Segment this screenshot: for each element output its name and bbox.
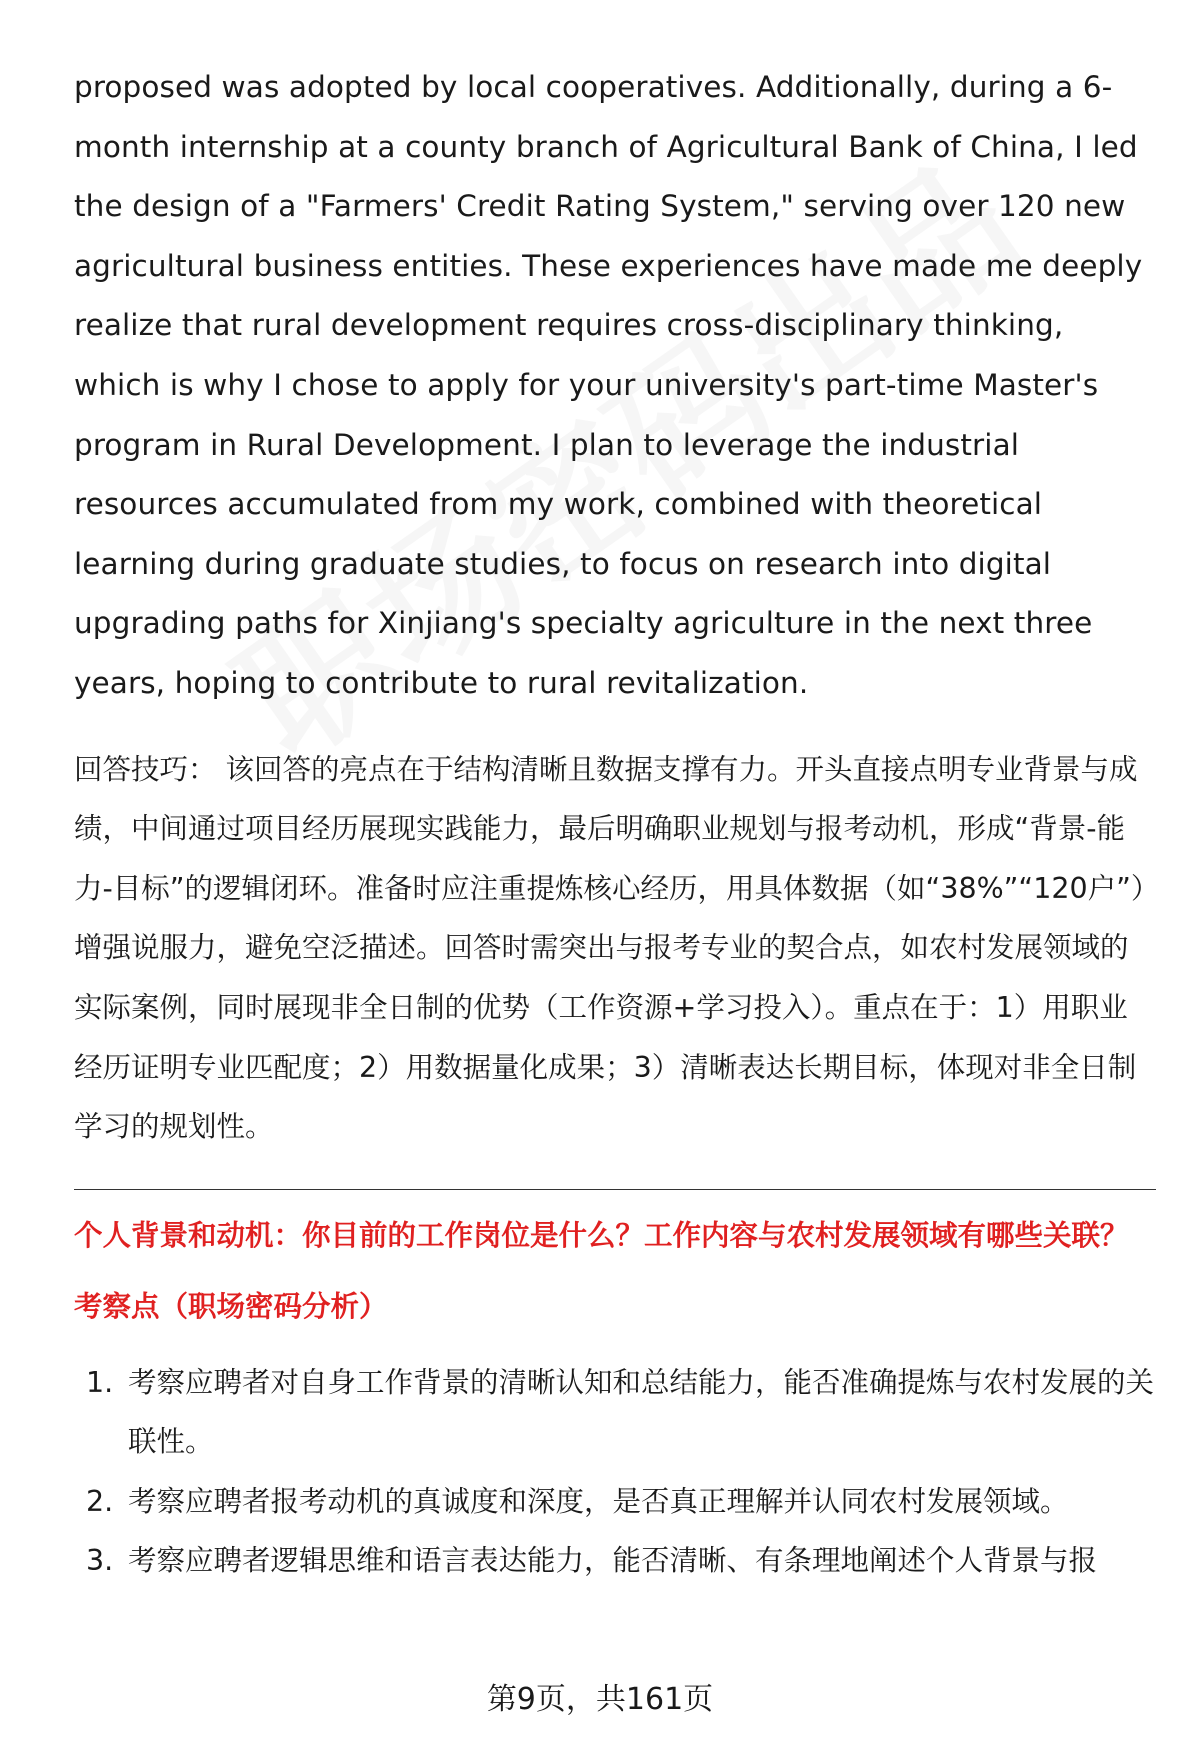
question-heading: 个人背景和动机：你目前的工作岗位是什么？工作内容与农村发展领域有哪些关联？ [74,1218,1129,1252]
assessment-points-heading: 考察点（职场密码分析） [74,1289,388,1323]
list-number: 2. [86,1484,114,1518]
assessment-points-list [74,1353,1156,1591]
document-page [74,58,1156,1591]
answer-tip: 回答技巧： 该回答的亮点在于结构清晰且数据支撑有力。开头直接点明专业背景与成绩，中间通过项目经历展现实践能力，最后明确职业规划与报考动机，形成“背景-能力-目标”的逻辑闭环。准备时应注重提炼核心经历，用具体数据（如“38%”“120户”）增强说服力，避免空泛描述。回答时需突出与报考专业的契合点，如农村发展领域的实际案例，同时展现非全日制的优势（工作资源+学习投入）。重点在于：1）用职业经历证明专业匹配度；2）用数据量化成果；3）清晰表达长期目标，体现对非全日制学习的规划性。 [74,752,1146,1144]
list-item [74,1531,1156,1591]
list-text: 考察应聘者逻辑思维和语言表达能力，能否清晰、有条理地阐述个人背景与报 [128,1544,1098,1578]
list-number: 3. [86,1544,114,1578]
list-item [74,1472,1156,1532]
list-item [74,1353,1156,1472]
list-number: 1. [86,1365,114,1399]
list-text: 考察应聘者报考动机的真诚度和深度，是否真正理解并认同农村发展领域。 [128,1484,1069,1518]
list-text: 考察应聘者对自身工作背景的清晰认知和总结能力，能否准确提炼与农村发展的关联性。 [128,1365,1155,1459]
answer-paragraph: proposed was adopted by local cooperatives. Additionally, during a 6-month internship at a county branch of Agricultural Bank of China, I led the design of a "Farmers' Credit Rating System," serving over 120 new agricultural business entities. These experiences have made me deeply realize that rural development requires cross-disciplinary thinking, which is why I chose to apply for your university's part-time Master's program in Rural Development. I plan to leverage the industrial resources accumulated from my work, combined with theoretical learning during graduate studies, to focus on research into digital upgrading paths for Xinjiang's specialty agriculture in the next three years, hoping to contribute to rural revitalization. [74,70,1143,700]
page-footer: 第9页，共161页 [486,1682,714,1717]
section-divider [74,1189,1156,1190]
